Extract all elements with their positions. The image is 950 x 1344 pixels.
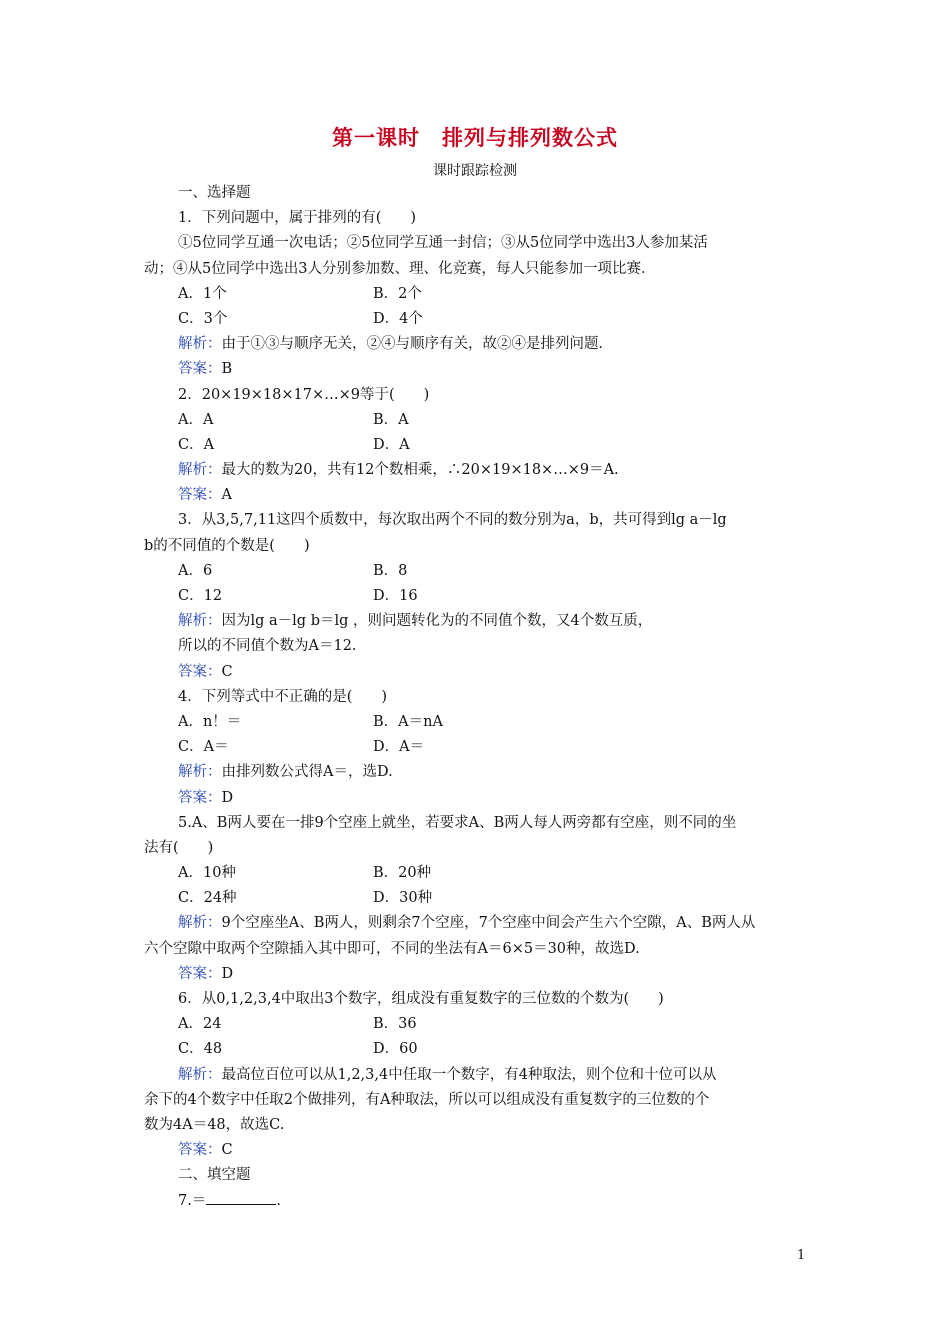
explanation-text: 最高位百位可以从1,2,3,4中任取一个数字，有4种取法，则个位和十位可以从 xyxy=(221,1066,717,1083)
explanation-text: 9个空座坐A、B两人，则剩余7个空座，7个空座中间会产生六个空隙，A、B两人从 xyxy=(221,915,756,932)
answer-label: 答案： xyxy=(178,487,222,504)
question-3-options-row2 xyxy=(144,584,809,609)
option-a: A．A xyxy=(178,411,214,428)
question-5-explanation-line2: 六个空隙中取两个空隙插入其中即可，不同的坐法有A＝6×5＝30种，故选D. xyxy=(144,940,640,957)
answer-value: D xyxy=(221,789,234,806)
question-2-explanation xyxy=(144,458,809,483)
answer-value: A xyxy=(221,487,232,504)
option-d: D．30种 xyxy=(373,890,433,907)
answer-value: C xyxy=(221,1142,233,1159)
option-b: B．A＝nA xyxy=(373,713,443,730)
question-2-answer xyxy=(144,483,809,508)
question-6-stem: 6．从0,1,2,3,4中取出3个数字，组成没有重复数字的三位数的个数为( ) xyxy=(178,991,664,1007)
question-4-answer xyxy=(144,786,809,811)
question-1-options-row1 xyxy=(144,282,809,307)
option-b: B．2个 xyxy=(373,285,422,302)
question-6-explanation-line3: 数为4A＝48，故选C. xyxy=(144,1116,285,1133)
question-5-answer xyxy=(144,962,809,987)
option-c: C．A＝ xyxy=(178,739,229,756)
answer-label: 答案： xyxy=(178,361,222,378)
explanation-label: 解析： xyxy=(178,336,222,353)
question-7-stem xyxy=(144,1189,809,1214)
question-5-stem-line1: 5.A、B两人要在一排9个空座上就坐，若要求A、B两人每人两旁都有空座，则不同的坐 xyxy=(178,814,737,831)
question-2-options-row2 xyxy=(144,433,809,458)
option-d: D．16 xyxy=(373,588,418,604)
option-b: B．8 xyxy=(373,562,408,579)
option-c: C．24种 xyxy=(178,890,237,907)
option-c: C．3个 xyxy=(178,310,228,327)
option-d: D．60 xyxy=(373,1041,418,1058)
question-3-options-row1 xyxy=(144,559,809,584)
question-5-explanation xyxy=(144,911,809,936)
question-6-answer xyxy=(144,1138,809,1163)
option-a: A．n！＝ xyxy=(178,713,242,730)
option-c: C．48 xyxy=(178,1041,223,1058)
explanation-text: 因为lg a－lg b＝lg ，则问题转化为的不同值个数，又4个数互质， xyxy=(221,613,653,630)
answer-label: 答案： xyxy=(178,663,222,680)
question-5-stem-line2: 法有( ) xyxy=(144,839,214,856)
answer-label: 答案： xyxy=(178,789,222,806)
question-6-explanation xyxy=(144,1063,809,1088)
page-subtitle: 课时跟踪检测 xyxy=(433,163,517,179)
question-3-explanation-line2: 所以的不同值个数为A＝12. xyxy=(178,638,357,655)
question-6-explanation-line2: 余下的4个数字中任取2个做排列，有A种取法，所以可以组成没有重复数字的三位数的个 xyxy=(144,1091,710,1108)
question-4-explanation xyxy=(144,760,809,785)
question-6-options-row2 xyxy=(144,1037,809,1062)
question-3-explanation xyxy=(144,609,809,634)
explanation-label: 解析： xyxy=(178,462,222,479)
option-c: C．A xyxy=(178,436,215,453)
option-b: B．20种 xyxy=(373,865,432,882)
question-1-options-row2 xyxy=(144,307,809,332)
option-a: A．1个 xyxy=(178,285,227,302)
question-1-answer xyxy=(144,357,809,382)
question-4-options-row1 xyxy=(144,710,809,735)
document-body xyxy=(144,181,809,1214)
explanation-text: 最大的数为20，共有12个数相乘，∴20×19×18×…×9＝A. xyxy=(221,462,619,479)
question-3-stem-line2: b的不同值的个数是( ) xyxy=(144,537,310,554)
explanation-text: 由于①③与顺序无关，②④与顺序有关，故②④是排列问题． xyxy=(221,336,613,353)
answer-label: 答案： xyxy=(178,1142,222,1159)
question-1-text-line2: 动；④从5位同学中选出3人分别参加数、理、化竞赛，每人只能参加一项比赛． xyxy=(144,260,656,277)
explanation-label: 解析： xyxy=(178,764,222,781)
section-heading: 二、填空题 xyxy=(178,1167,251,1184)
question-4-stem: 4．下列等式中不正确的是( ) xyxy=(178,688,388,705)
option-b: B．A xyxy=(373,411,409,428)
answer-value: C xyxy=(221,663,233,680)
answer-value: B xyxy=(221,361,233,378)
question-3-answer xyxy=(144,660,809,685)
option-b: B．36 xyxy=(373,1016,417,1033)
question-1-stem: 1．下列问题中，属于排列的有( ) xyxy=(178,210,417,227)
page-title: 第一课时 排列与排列数公式 xyxy=(332,126,618,150)
question-5-options-row2 xyxy=(144,886,809,911)
answer-value: D xyxy=(221,965,234,982)
explanation-text: 由排列数公式得A＝，选D. xyxy=(221,764,393,781)
question-3-stem-line1: 3．从3,5,7,11这四个质数中，每次取出两个不同的数分别为a，b，共可得到lg a－lg xyxy=(178,512,727,529)
option-a: A．24 xyxy=(178,1016,222,1033)
page-number: 1 xyxy=(797,1248,806,1263)
option-a: A．6 xyxy=(178,562,213,579)
question-6-options-row1 xyxy=(144,1012,809,1037)
option-d: D．A＝ xyxy=(373,739,425,756)
question-1-explanation xyxy=(144,332,809,357)
section-heading: 一、选择题 xyxy=(178,185,251,201)
explanation-label: 解析： xyxy=(178,915,222,932)
question-5-options-row1 xyxy=(144,861,809,886)
option-a: A．10种 xyxy=(178,865,236,882)
option-c: C．12 xyxy=(178,588,223,604)
option-d: D．A xyxy=(373,436,410,453)
question-2-options-row1 xyxy=(144,408,809,433)
question-1-text-line1: ①5位同学互通一次电话；②5位同学互通一封信；③从5位同学中选出3人参加某活 xyxy=(178,235,708,252)
option-d: D．4个 xyxy=(373,310,423,327)
answer-label: 答案： xyxy=(178,965,222,982)
question-2-stem: 2．20×19×18×17×…×9等于( ) xyxy=(178,386,430,403)
answer-blank xyxy=(206,1190,276,1205)
question-4-options-row2 xyxy=(144,735,809,760)
explanation-label: 解析： xyxy=(178,1066,222,1083)
question-7-end: . xyxy=(276,1192,281,1209)
explanation-label: 解析： xyxy=(178,613,222,630)
question-7-text: 7.＝ xyxy=(178,1192,207,1209)
